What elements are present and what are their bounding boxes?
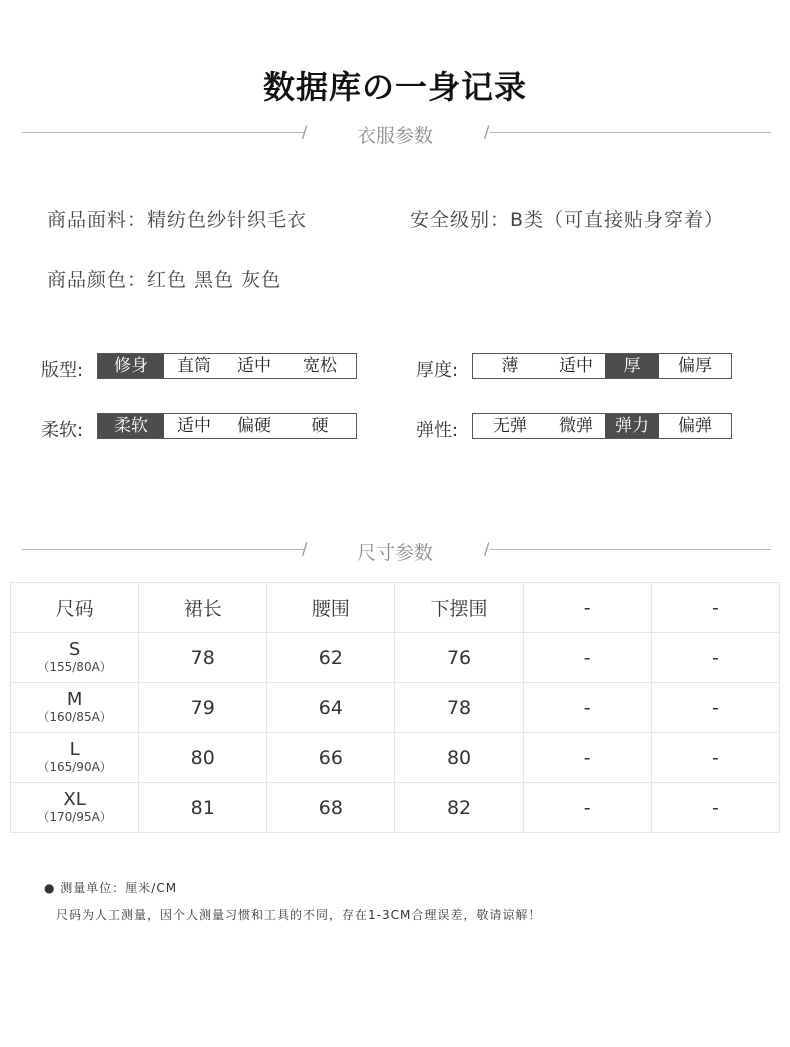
table-cell: 78 bbox=[395, 683, 523, 733]
section-header-clothing-params bbox=[0, 118, 790, 148]
table-cell: 64 bbox=[267, 683, 395, 733]
safety-info: 安全级别：B类（可直接贴身穿着） bbox=[410, 209, 725, 231]
option-softness-2: 偏硬 bbox=[237, 416, 271, 436]
table-header-cell: 下摆围 bbox=[395, 583, 523, 633]
table-header-cell: - bbox=[651, 583, 779, 633]
size-table bbox=[10, 582, 780, 833]
attr-options bbox=[97, 413, 357, 439]
table-cell: 79 bbox=[139, 683, 267, 733]
section-title: 尺寸参数 bbox=[356, 542, 433, 564]
table-cell: 80 bbox=[139, 733, 267, 783]
table-cell: 76 bbox=[395, 633, 523, 683]
page-title: 数据库の一身记录 bbox=[262, 68, 527, 106]
table-cell: 68 bbox=[267, 783, 395, 833]
slash-right-icon: / bbox=[484, 539, 490, 558]
table-cell: 66 bbox=[267, 733, 395, 783]
section-title: 衣服参数 bbox=[356, 125, 433, 147]
table-header-cell: 裙长 bbox=[139, 583, 267, 633]
attr-fit bbox=[41, 353, 361, 381]
attr-label: 柔软: bbox=[41, 420, 84, 441]
table-header-cell: - bbox=[523, 583, 651, 633]
attr-softness bbox=[41, 413, 361, 441]
option-thickness-1: 适中 bbox=[559, 356, 593, 376]
table-cell: - bbox=[651, 633, 779, 683]
option-thickness-2: 厚 bbox=[605, 354, 659, 378]
attr-options bbox=[472, 413, 732, 439]
table-header-cell: 腰围 bbox=[267, 583, 395, 633]
size-label: L bbox=[69, 739, 80, 760]
size-spec: （160/85A） bbox=[37, 710, 112, 724]
table-cell: 80 bbox=[395, 733, 523, 783]
table-header-row bbox=[11, 583, 780, 633]
measure-unit-note: ● 测量单位：厘米/CM bbox=[44, 881, 178, 895]
table-cell: 78 bbox=[139, 633, 267, 683]
fabric-info: 商品面料：精纺色纱针织毛衣 bbox=[47, 209, 308, 231]
option-fit-3: 宽松 bbox=[303, 356, 337, 376]
option-thickness-0: 薄 bbox=[501, 356, 519, 376]
slash-left-icon: / bbox=[302, 539, 308, 558]
option-softness-3: 硬 bbox=[311, 416, 329, 436]
section-header-size-params bbox=[0, 535, 790, 565]
table-row bbox=[11, 783, 780, 833]
option-fit-1: 直筒 bbox=[177, 356, 211, 376]
table-cell: - bbox=[651, 783, 779, 833]
size-cell bbox=[11, 633, 139, 683]
option-softness-1: 适中 bbox=[177, 416, 211, 436]
attr-elasticity bbox=[416, 413, 736, 441]
table-cell: 81 bbox=[139, 783, 267, 833]
attr-thickness bbox=[416, 353, 736, 381]
table-cell: - bbox=[523, 633, 651, 683]
table-cell: 62 bbox=[267, 633, 395, 683]
attr-label: 版型: bbox=[41, 360, 84, 381]
table-row bbox=[11, 633, 780, 683]
attr-options bbox=[97, 353, 357, 379]
attr-label: 厚度: bbox=[416, 360, 459, 381]
size-spec: （165/90A） bbox=[37, 760, 112, 774]
attr-options bbox=[472, 353, 732, 379]
table-cell: - bbox=[523, 783, 651, 833]
attr-label: 弹性: bbox=[416, 420, 459, 441]
table-row bbox=[11, 683, 780, 733]
size-label: M bbox=[66, 689, 83, 710]
size-label: XL bbox=[63, 789, 86, 810]
option-fit-2: 适中 bbox=[237, 356, 271, 376]
option-elasticity-3: 偏弹 bbox=[678, 416, 712, 436]
size-label: S bbox=[68, 639, 81, 660]
divider-right bbox=[490, 132, 771, 133]
size-cell bbox=[11, 733, 139, 783]
size-spec: （155/80A） bbox=[37, 660, 112, 674]
option-elasticity-0: 无弹 bbox=[493, 416, 527, 436]
table-cell: 82 bbox=[395, 783, 523, 833]
option-softness-0: 柔软 bbox=[98, 414, 164, 438]
slash-left-icon: / bbox=[302, 122, 308, 141]
option-thickness-3: 偏厚 bbox=[678, 356, 712, 376]
size-spec: （170/95A） bbox=[37, 810, 112, 824]
table-cell: - bbox=[651, 683, 779, 733]
option-elasticity-2: 弹力 bbox=[605, 414, 659, 438]
table-header-cell: 尺码 bbox=[11, 583, 139, 633]
measure-disclaimer: 尺码为人工测量，因个人测量习惯和工具的不同，存在1-3CM合理误差，敬请谅解！ bbox=[56, 908, 542, 922]
slash-right-icon: / bbox=[484, 122, 490, 141]
option-elasticity-1: 微弹 bbox=[559, 416, 593, 436]
color-info: 商品颜色：红色 黑色 灰色 bbox=[47, 269, 282, 291]
table-cell: - bbox=[651, 733, 779, 783]
table-cell: - bbox=[523, 683, 651, 733]
table-cell: - bbox=[523, 733, 651, 783]
option-fit-0: 修身 bbox=[98, 354, 164, 378]
divider-right bbox=[490, 549, 771, 550]
table-row bbox=[11, 733, 780, 783]
size-cell bbox=[11, 783, 139, 833]
size-cell bbox=[11, 683, 139, 733]
